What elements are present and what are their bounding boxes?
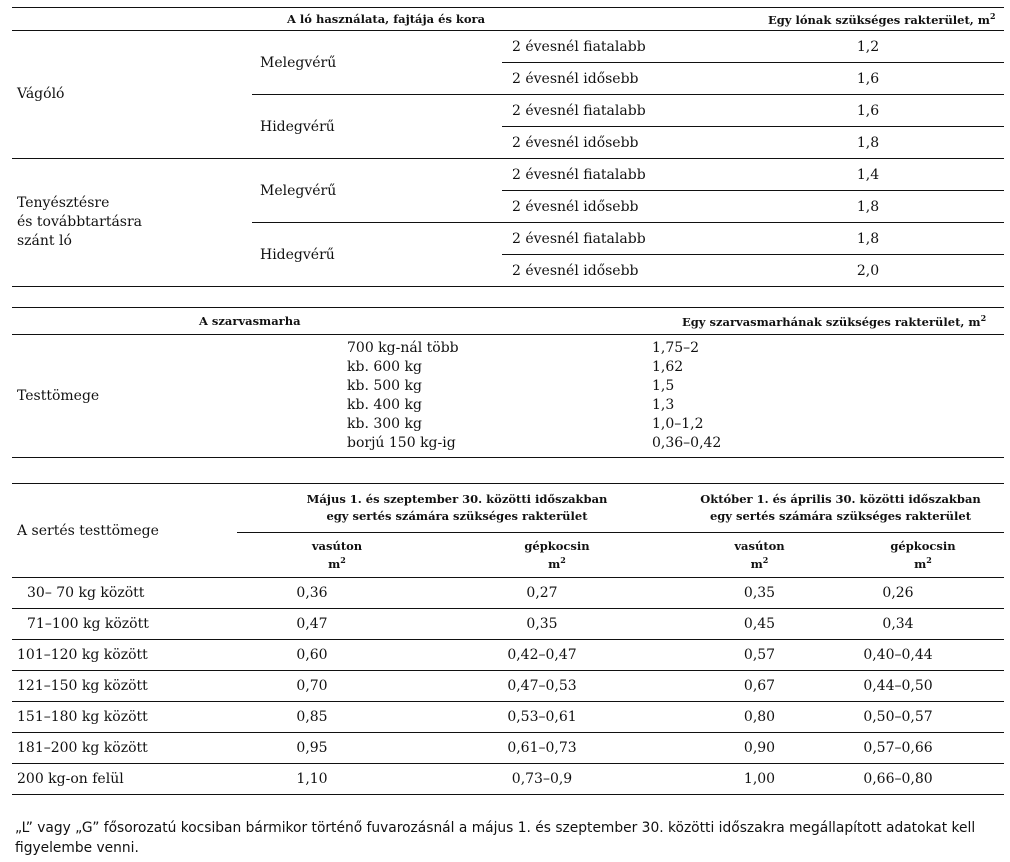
unit-superscript: 2 <box>989 11 996 22</box>
horse-use-label-line: szánt ló <box>17 233 72 249</box>
horse-space-value: 1,8 <box>752 127 1004 159</box>
pig-summer-car: 0,27 <box>437 578 677 609</box>
horse-age: 2 évesnél fiatalabb <box>502 31 752 63</box>
unit-superscript: 2 <box>560 555 566 566</box>
cattle-header-right-wrap <box>682 313 986 329</box>
pig-summer-rail: 0,85 <box>237 702 437 733</box>
horse-age: 2 évesnél idősebb <box>502 63 752 95</box>
cattle-header-right-text: Egy szarvasmarhának szükséges rakterület, m <box>682 314 981 329</box>
pig-space-table <box>12 483 1004 795</box>
horse-row <box>12 31 1004 63</box>
pig-period-summer-line1: Május 1. és szeptember 30. közötti időszakban <box>306 492 608 506</box>
cattle-row-label: Testtömege <box>17 388 100 404</box>
pig-weight: 181–200 kg között <box>12 733 237 764</box>
pig-weight: 71–100 kg között <box>12 609 237 640</box>
pig-unit: m <box>914 556 927 571</box>
cattle-values-list <box>652 339 1004 453</box>
horse-use-label-line: és továbbtartásra <box>17 214 143 230</box>
horse-space-value: 1,4 <box>752 159 1004 191</box>
pig-summer-rail: 0,95 <box>237 733 437 764</box>
pig-col-rail-label: vasúton <box>734 539 785 554</box>
pig-summer-car: 0,53–0,61 <box>437 702 677 733</box>
pig-summer-car: 0,73–0,9 <box>437 764 677 795</box>
pig-col-car-label: gépkocsin <box>890 539 956 554</box>
horse-space-value: 1,6 <box>752 63 1004 95</box>
horse-use-label <box>12 31 252 159</box>
pig-row <box>12 702 1004 733</box>
horse-age: 2 évesnél fiatalabb <box>502 95 752 127</box>
cattle-weight-item: kb. 600 kg <box>347 359 422 375</box>
pig-winter-rail: 0,45 <box>677 609 842 640</box>
pig-weight: 200 kg-on felül <box>12 764 237 795</box>
pig-winter-rail: 0,57 <box>677 640 842 671</box>
pig-period-winter-line1: Október 1. és április 30. közötti időszakban <box>700 492 981 506</box>
pig-summer-car: 0,42–0,47 <box>437 640 677 671</box>
pig-unit: m <box>548 556 561 571</box>
horse-space-value: 2,0 <box>752 255 1004 287</box>
pig-row <box>12 764 1004 795</box>
cattle-weight-item: borjú 150 kg-ig <box>347 435 456 451</box>
horse-age: 2 évesnél idősebb <box>502 191 752 223</box>
pig-col-unit <box>677 553 842 571</box>
pig-row <box>12 640 1004 671</box>
pig-summer-car: 0,61–0,73 <box>437 733 677 764</box>
unit-superscript: 2 <box>762 555 769 566</box>
pig-winter-car: 0,44–0,50 <box>842 671 1004 702</box>
footnote: „L” vagy „G” fősorozatú kocsiban bármikor történő fuvarozásnál a május 1. és szeptember 30. közötti időszakra megállapított adatokat kell figyelembe venni. <box>15 820 976 856</box>
pig-table-header-periods <box>12 484 1004 533</box>
pig-summer-rail: 1,10 <box>237 764 437 795</box>
cattle-table-body <box>12 335 1004 458</box>
pig-weight: 121–150 kg között <box>12 671 237 702</box>
pig-winter-car: 0,40–0,44 <box>842 640 1004 671</box>
pig-weight: 30– 70 kg között <box>12 578 237 609</box>
pig-winter-car: 0,34 <box>842 609 1004 640</box>
cattle-value-item: 1,0–1,2 <box>652 416 704 432</box>
horse-space-table <box>12 7 1004 287</box>
pig-col-winter-rail <box>677 533 842 578</box>
horse-header-left: A ló használata, fajtája és kora <box>287 12 486 26</box>
pig-col-unit <box>237 553 437 571</box>
pig-row <box>12 671 1004 702</box>
pig-period-summer <box>237 484 677 533</box>
pig-period-winter-line2: egy sertés számára szükséges rakterület <box>709 509 972 523</box>
horse-use-label-line: Vágóló <box>17 86 65 102</box>
pig-col-rail-label: vasúton <box>311 539 363 554</box>
horse-space-value: 1,2 <box>752 31 1004 63</box>
pig-row-header: A sertés testtömege <box>12 484 237 578</box>
horse-header-right <box>752 8 1004 31</box>
pig-summer-rail: 0,36 <box>237 578 437 609</box>
pig-period-winter <box>677 484 1004 533</box>
pig-row <box>12 578 1004 609</box>
pig-summer-rail: 0,47 <box>237 609 437 640</box>
horse-header-right-text: Egy lónak szükséges rakterület, m <box>768 12 990 27</box>
cattle-value-item: 1,5 <box>652 378 675 394</box>
horse-space-value: 1,8 <box>752 191 1004 223</box>
horse-use-label <box>12 159 252 287</box>
pig-weight: 101–120 kg között <box>12 640 237 671</box>
pig-weight: 151–180 kg között <box>12 702 237 733</box>
pig-row <box>12 733 1004 764</box>
cattle-value-item: 1,75–2 <box>652 340 700 356</box>
pig-row <box>12 609 1004 640</box>
horse-age: 2 évesnél idősebb <box>502 255 752 287</box>
cattle-header-left: A szarvasmarha <box>199 314 301 328</box>
pig-unit: m <box>750 556 763 571</box>
pig-summer-car: 0,47–0,53 <box>437 671 677 702</box>
cattle-value-item: 1,3 <box>652 397 675 413</box>
pig-winter-car: 0,26 <box>842 578 1004 609</box>
horse-space-value: 1,8 <box>752 223 1004 255</box>
horse-breed-label: Melegvérű <box>252 31 502 95</box>
cattle-space-table <box>12 307 1004 458</box>
horse-table-header <box>12 8 1004 31</box>
cattle-header-right <box>682 308 1004 335</box>
pig-summer-rail: 0,70 <box>237 671 437 702</box>
unit-superscript: 2 <box>926 555 932 566</box>
pig-col-summer-car <box>437 533 677 578</box>
pig-col-winter-car <box>842 533 1004 578</box>
pig-winter-rail: 1,00 <box>677 764 842 795</box>
horse-breed-label: Hidegvérű <box>252 223 502 287</box>
pig-winter-rail: 0,67 <box>677 671 842 702</box>
unit-superscript: 2 <box>980 313 987 323</box>
pig-period-summer-line2: egy sertés számára szükséges rakterület <box>326 509 588 523</box>
pig-winter-car: 0,66–0,80 <box>842 764 1004 795</box>
horse-age: 2 évesnél fiatalabb <box>502 159 752 191</box>
unit-superscript: 2 <box>340 555 346 566</box>
pig-summer-car: 0,35 <box>437 609 677 640</box>
cattle-value-item: 0,36–0,42 <box>652 435 722 451</box>
pig-winter-rail: 0,35 <box>677 578 842 609</box>
horse-space-value: 1,6 <box>752 95 1004 127</box>
pig-winter-car: 0,50–0,57 <box>842 702 1004 733</box>
cattle-weight-item: kb. 400 kg <box>347 397 422 413</box>
pig-col-car-label: gépkocsin <box>524 539 590 554</box>
pig-col-unit <box>437 553 677 571</box>
horse-breed-label: Hidegvérű <box>252 95 502 159</box>
pig-unit: m <box>328 556 341 571</box>
cattle-weight-item: kb. 300 kg <box>347 416 422 432</box>
pig-winter-car: 0,57–0,66 <box>842 733 1004 764</box>
pig-winter-rail: 0,90 <box>677 733 842 764</box>
cattle-weight-item: kb. 500 kg <box>347 378 422 394</box>
pig-col-summer-rail <box>237 533 437 578</box>
horse-age: 2 évesnél fiatalabb <box>502 223 752 255</box>
pig-summer-rail: 0,60 <box>237 640 437 671</box>
horse-use-label-line: Tenyésztésre <box>17 195 110 211</box>
pig-col-unit <box>842 553 1004 571</box>
pig-winter-rail: 0,80 <box>677 702 842 733</box>
horse-age: 2 évesnél idősebb <box>502 127 752 159</box>
cattle-weight-item: 700 kg-nál több <box>347 340 459 356</box>
cattle-value-item: 1,62 <box>652 359 684 375</box>
cattle-table-header <box>12 308 1004 335</box>
horse-breed-label: Melegvérű <box>252 159 502 223</box>
horse-row <box>12 159 1004 191</box>
cattle-values-cell <box>652 335 1004 458</box>
